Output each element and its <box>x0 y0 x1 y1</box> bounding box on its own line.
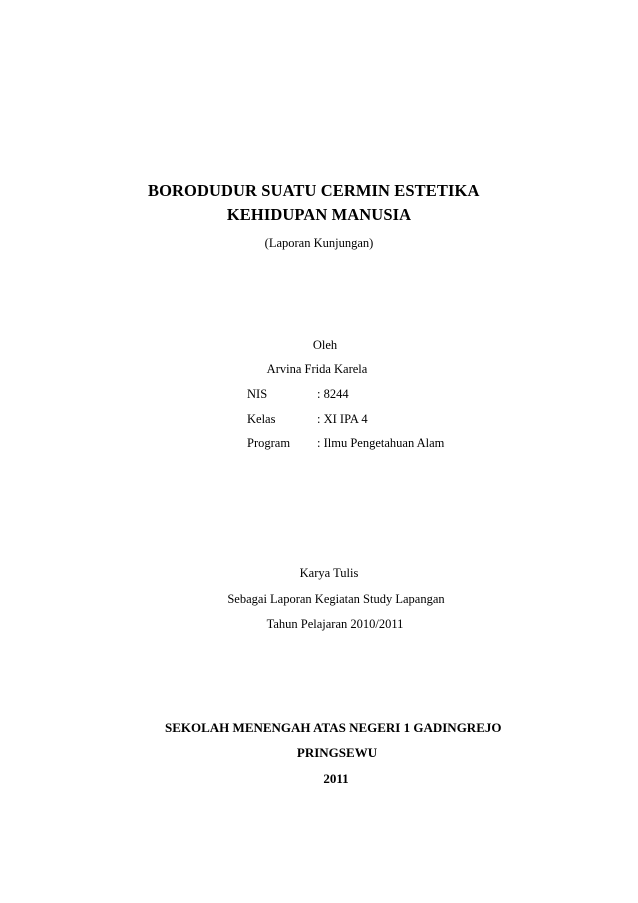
field-label-program: Program <box>247 436 291 450</box>
school-year: 2011 <box>323 771 349 786</box>
field-label-nis: NIS <box>247 387 268 401</box>
field-value-nis: : 8244 <box>317 387 349 401</box>
field-value-kelas: : XI IPA 4 <box>317 412 368 426</box>
subtitle: (Laporan Kunjungan) <box>264 236 374 250</box>
field-label-kelas: Kelas <box>247 412 276 426</box>
by-label: Oleh <box>312 338 338 352</box>
school-city: PRINGSEWU <box>296 745 378 760</box>
title-line-1: BORODUDUR SUATU CERMIN ESTETIKA <box>148 181 480 200</box>
title-line-2: KEHIDUPAN MANUSIA <box>226 205 412 224</box>
work-purpose: Sebagai Laporan Kegiatan Study Lapangan <box>227 592 445 606</box>
work-year: Tahun Pelajaran 2010/2011 <box>266 617 404 631</box>
author-name: Arvina Frida Karela <box>266 362 368 376</box>
field-value-program: : Ilmu Pengetahuan Alam <box>317 436 445 450</box>
school-name: SEKOLAH MENENGAH ATAS NEGERI 1 GADINGREJO <box>165 720 502 735</box>
work-type: Karya Tulis <box>299 566 359 580</box>
